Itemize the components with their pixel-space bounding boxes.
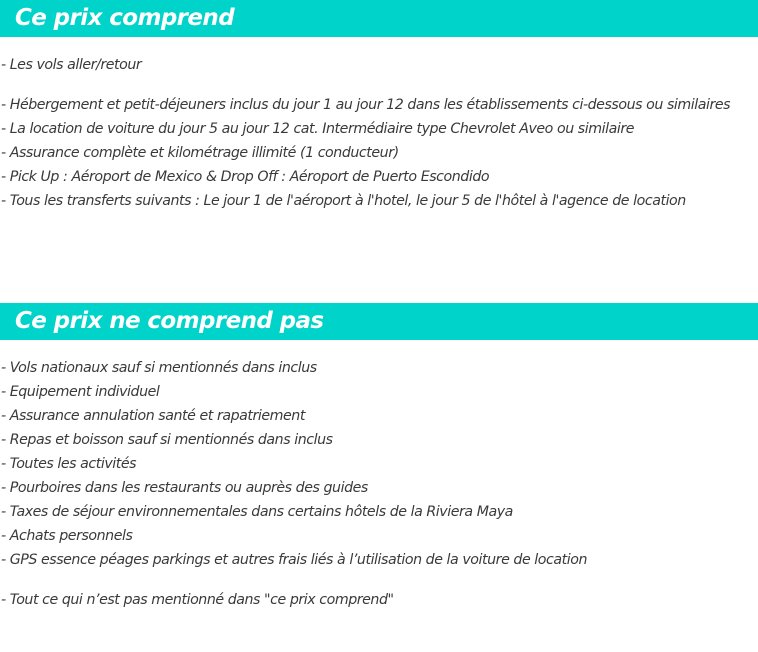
excluded-item: - Equipement individuel <box>1 384 160 400</box>
excluded-item: - GPS essence péages parkings et autres frais liés à l’utilisation de la voiture de location <box>1 552 587 568</box>
excluded-item: - Taxes de séjour environnementales dans certains hôtels de la Riviera Maya <box>1 504 513 520</box>
excluded-item: - Tout ce qui n’est pas mentionné dans "ce prix comprend" <box>1 592 394 608</box>
included-item: - La location de voiture du jour 5 au jour 12 cat. Intermédiaire type Chevrolet Aveo ou similaire <box>1 121 634 137</box>
included-section-title: Ce prix comprend <box>0 0 758 37</box>
excluded-item: - Repas et boisson sauf si mentionnés dans inclus <box>1 432 333 448</box>
included-item: - Les vols aller/retour <box>1 57 142 73</box>
excluded-item: - Vols nationaux sauf si mentionnés dans inclus <box>1 360 317 376</box>
included-item: - Tous les transferts suivants : Le jour 1 de l'aéroport à l'hotel, le jour 5 de l'hôtel à l'agence de location <box>1 193 686 209</box>
excluded-item: - Assurance annulation santé et rapatriement <box>1 408 305 424</box>
excluded-item: - Achats personnels <box>1 528 133 544</box>
included-item: - Hébergement et petit-déjeuners inclus du jour 1 au jour 12 dans les établissements ci-dessous ou similaires <box>1 97 731 113</box>
excluded-section-title: Ce prix ne comprend pas <box>0 303 758 340</box>
excluded-item: - Pourboires dans les restaurants ou auprès des guides <box>1 480 368 496</box>
included-item: - Assurance complète et kilométrage illimité (1 conducteur) <box>1 145 399 161</box>
excluded-item: - Toutes les activités <box>1 456 137 472</box>
included-item: - Pick Up : Aéroport de Mexico & Drop Off : Aéroport de Puerto Escondido <box>1 169 490 185</box>
